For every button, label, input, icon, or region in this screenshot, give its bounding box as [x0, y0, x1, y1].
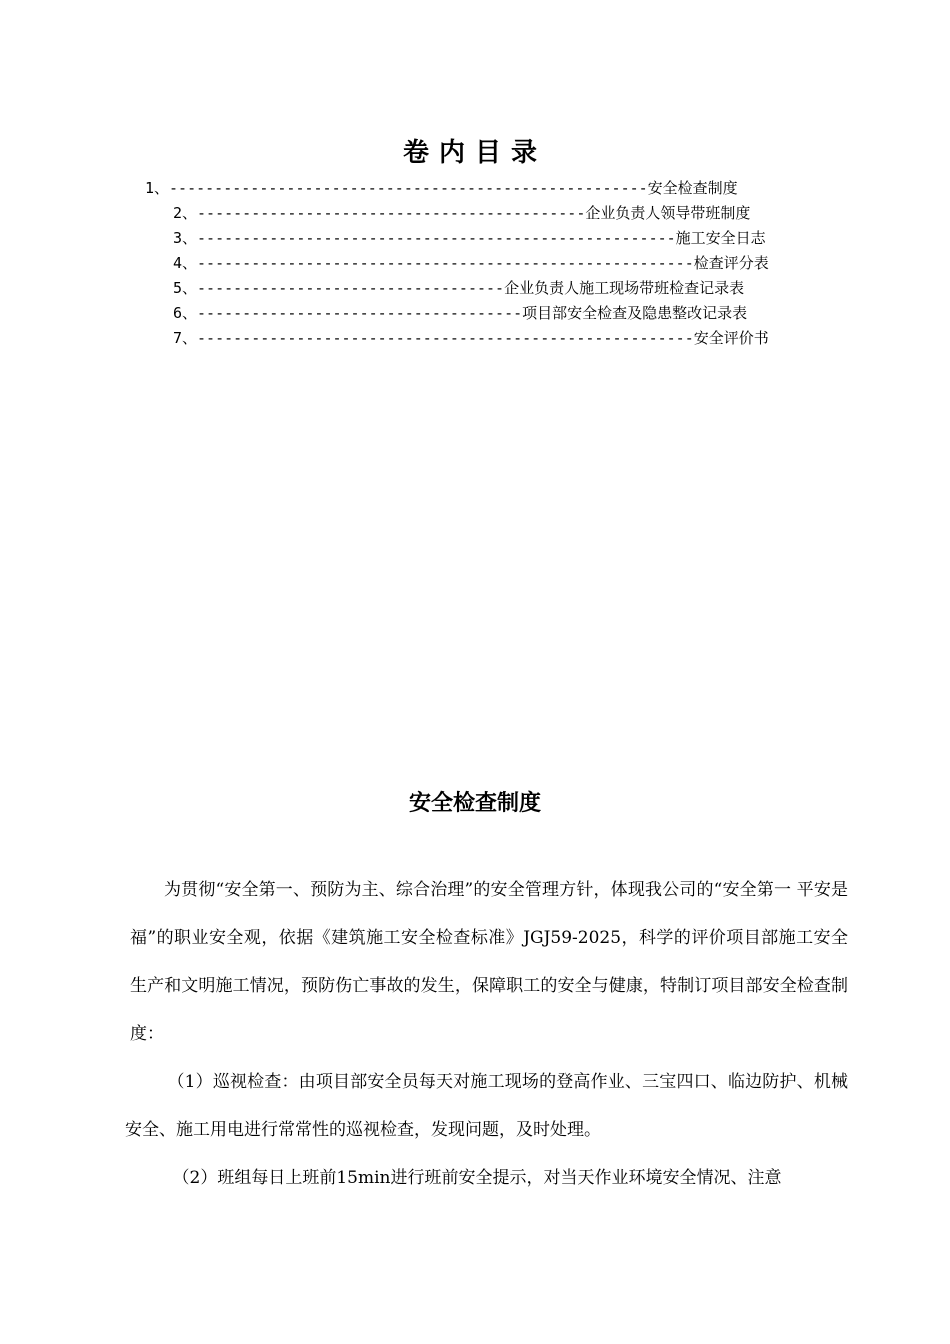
- section-title: 安全检查制度: [408, 791, 541, 816]
- toc-item-1: [145, 178, 738, 198]
- toc-item-number: 6、: [173, 304, 198, 322]
- toc-item-label: 安全检查制度: [647, 179, 738, 197]
- toc-item-label: 企业负责人领导带班制度: [585, 204, 751, 222]
- section-body: [125, 866, 848, 1202]
- toc-item-number: 1、: [145, 179, 170, 197]
- toc-item-label: 企业负责人施工现场带班检查记录表: [504, 279, 745, 297]
- toc-item-number: 4、: [173, 254, 198, 272]
- toc-item-leader: -----------------------------------------------------: [197, 229, 676, 247]
- toc-title: 卷内目录: [402, 138, 547, 168]
- toc-item-label: 检查评分表: [693, 254, 769, 272]
- paragraph-team-brief: （2）班组每日上班前15min进行班前安全提示，对当天作业环境安全情况、注意: [172, 1168, 782, 1188]
- toc-item-5: [173, 278, 744, 298]
- paragraph-intro: 为贯彻“安全第一、预防为主、综合治理”的安全管理方针，体现我公司的“安全第一 平安是福”的职业安全观，依据《建筑施工安全检查标准》JGJ59-2025，科学的评价项目部施工安全生产和文明施工情况，预防伤亡事故的发生，保障职工的安全与健康，特制订项目部安全检查制度：: [130, 880, 848, 1044]
- toc-item-leader: ----------------------------------: [197, 279, 505, 297]
- toc-item-leader: -------------------------------------------------------: [197, 254, 694, 272]
- toc-item-label: 项目部安全检查及隐患整改记录表: [522, 304, 748, 322]
- toc-item-label: 安全评价书: [693, 329, 769, 347]
- toc-item-label: 施工安全日志: [675, 229, 766, 247]
- toc-item-7: [173, 328, 769, 348]
- toc-item-leader: -----------------------------------------------------: [169, 179, 648, 197]
- toc-item-2: [173, 203, 750, 223]
- toc-item-number: 2、: [173, 204, 198, 222]
- toc-item-number: 3、: [173, 229, 198, 247]
- toc-item-leader: -------------------------------------------: [197, 204, 586, 222]
- toc-item-6: [173, 303, 747, 323]
- toc-item-number: 5、: [173, 279, 198, 297]
- toc-item-number: 7、: [173, 329, 198, 347]
- toc-item-leader: ------------------------------------: [197, 304, 523, 322]
- toc-item-3: [173, 228, 766, 248]
- toc-item-4: [173, 253, 769, 273]
- paragraph-patrol-check: （1）巡视检查：由项目部安全员每天对施工现场的登高作业、三宝四口、临边防护、机械安全、施工用电进行常常性的巡视检查，发现问题，及时处理。: [125, 1072, 848, 1140]
- toc-item-leader: -------------------------------------------------------: [197, 329, 694, 347]
